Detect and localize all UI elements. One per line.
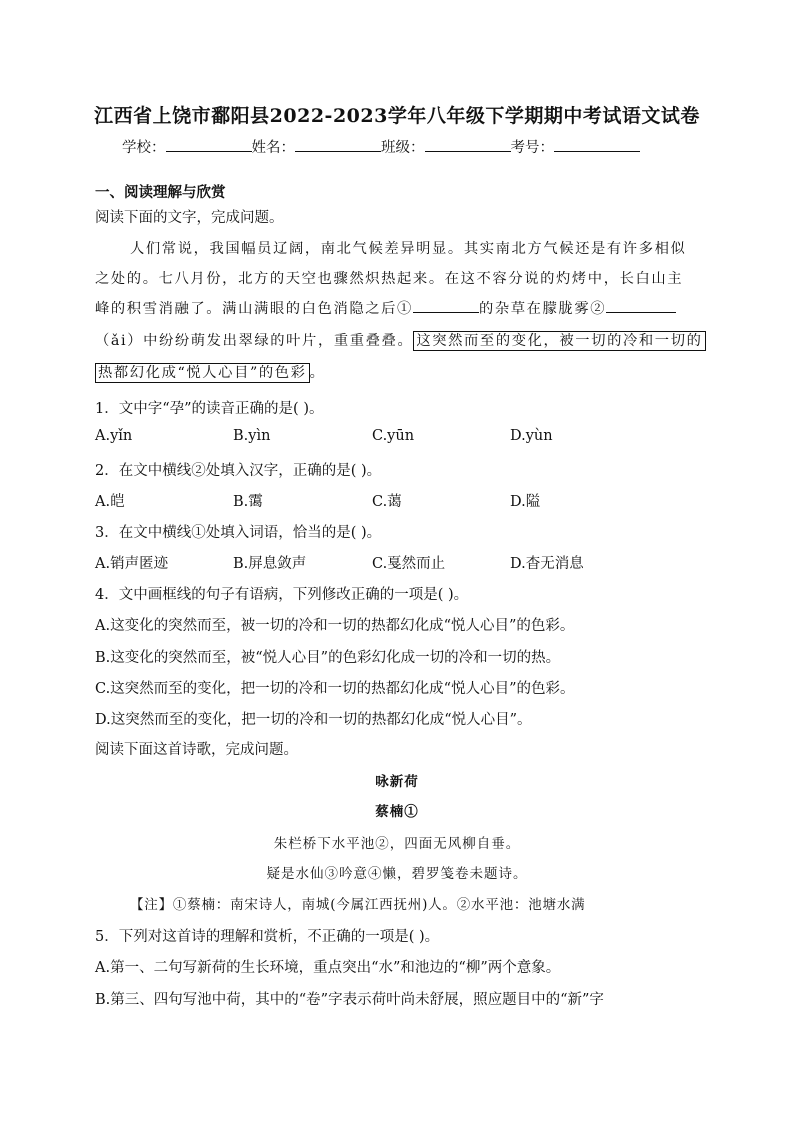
q2-option-c[interactable]: C.蔼	[372, 494, 402, 510]
poem-line-2: 疑是水仙③吟意④懒，碧罗笺卷未题诗。	[266, 866, 528, 882]
poem-author: 蔡楠①	[375, 804, 419, 820]
passage-line-4-text: （ǎi）中纷纷萌发出翠绿的叶片，重重叠叠。	[95, 333, 414, 349]
poem-title: 咏新荷	[375, 774, 419, 790]
framed-sentence-part-1: 这突然而至的变化，被一切的冷和一切的	[413, 331, 705, 351]
q2-option-a[interactable]: A.皑	[95, 494, 125, 510]
passage-line-3-text: 峰的积雪消融了。满山满眼的白色消隐之后①	[95, 301, 413, 317]
passage-line-5	[95, 362, 326, 382]
poem-line-1: 朱栏桥下水平池②，四面无风柳自垂。	[273, 836, 521, 852]
passage-line-1: 人们常说，我国幅员辽阔，南北气候差异明显。其实南北方气候还是有许多相似	[130, 241, 687, 257]
name-label: 姓名：	[251, 140, 295, 156]
q1-option-b[interactable]: B.yìn	[233, 428, 271, 444]
q3-option-b[interactable]: B.屏息敛声	[233, 556, 307, 572]
name-blank[interactable]	[295, 137, 381, 152]
q1-option-d[interactable]: D.yùn	[510, 428, 553, 444]
question-4-stem: 4．文中画框线的句子有语病，下列修改正确的一项是( )。	[95, 587, 469, 603]
q4-option-d[interactable]: D.这突然而至的变化，把一切的冷和一切的热都幻化成“悦人心目”。	[95, 712, 532, 728]
q4-option-c[interactable]: C.这突然而至的变化，把一切的冷和一切的热都幻化成“悦人心目”的色彩。	[95, 681, 575, 697]
reading-intro: 阅读下面的文字，完成问题。	[95, 210, 284, 226]
q3-option-a[interactable]: A.销声匿迹	[95, 556, 169, 572]
student-info-line	[122, 136, 640, 157]
q2-option-b[interactable]: B.霭	[233, 494, 263, 510]
blank-2[interactable]	[606, 298, 676, 313]
question-2-stem: 2．在文中横线②处填入汉字，正确的是( )。	[95, 463, 382, 479]
blank-1[interactable]	[413, 298, 479, 313]
q4-option-a[interactable]: A.这变化的突然而至，被一切的冷和一切的热都幻化成“悦人心目”的色彩。	[95, 618, 575, 634]
number-label: 考号：	[510, 140, 554, 156]
passage-line-3b-text: 的杂草在朦胧雾②	[478, 301, 607, 317]
passage-line-2: 之处的。七八月份，北方的天空也骤然炽热起来。在这不容分说的灼烤中，长白山主	[95, 271, 684, 287]
framed-sentence-part-2: 热都幻化成“悦人心目”的色彩	[95, 363, 310, 383]
q4-option-b[interactable]: B.这变化的突然而至，被“悦人心目”的色彩幻化成一切的冷和一切的热。	[95, 650, 561, 666]
q3-option-d[interactable]: D.杳无消息	[510, 556, 584, 572]
class-label: 班级：	[381, 140, 425, 156]
class-blank[interactable]	[425, 137, 511, 152]
q5-option-b[interactable]: B.第三、四句写池中荷，其中的“卷”字表示荷叶尚未舒展，照应题目中的“新”字	[95, 992, 604, 1008]
passage-line-4	[95, 330, 706, 350]
exam-title: 江西省上饶市鄱阳县2022-2023学年八年级下学期期中考试语文试卷	[94, 105, 700, 127]
school-blank[interactable]	[166, 137, 252, 152]
poem-note: 【注】①蔡楠：南宋诗人，南城(今属江西抚州)人。②水平池：池塘水满	[130, 897, 586, 913]
passage-line-5-end: 。	[309, 365, 326, 381]
q5-option-a[interactable]: A.第一、二句写新荷的生长环境，重点突出“水”和池边的“柳”两个意象。	[95, 960, 561, 976]
number-blank[interactable]	[554, 137, 640, 152]
q2-option-d[interactable]: D.隘	[510, 494, 541, 510]
q3-option-c[interactable]: C.戛然而止	[372, 556, 446, 572]
q1-option-c[interactable]: C.yūn	[372, 428, 415, 444]
passage-line-3	[95, 298, 676, 318]
q1-option-a[interactable]: A.yǐn	[95, 428, 133, 444]
poem-intro: 阅读下面这首诗歌，完成问题。	[95, 742, 298, 758]
question-1-stem: 1．文中字“孕”的读音正确的是( )。	[95, 401, 324, 417]
question-5-stem: 5．下列对这首诗的理解和赏析，不正确的一项是( )。	[95, 929, 440, 945]
question-3-stem: 3．在文中横线①处填入词语，恰当的是( )。	[95, 525, 382, 541]
section-heading: 一、阅读理解与欣赏	[95, 184, 226, 201]
school-label: 学校：	[122, 140, 166, 156]
